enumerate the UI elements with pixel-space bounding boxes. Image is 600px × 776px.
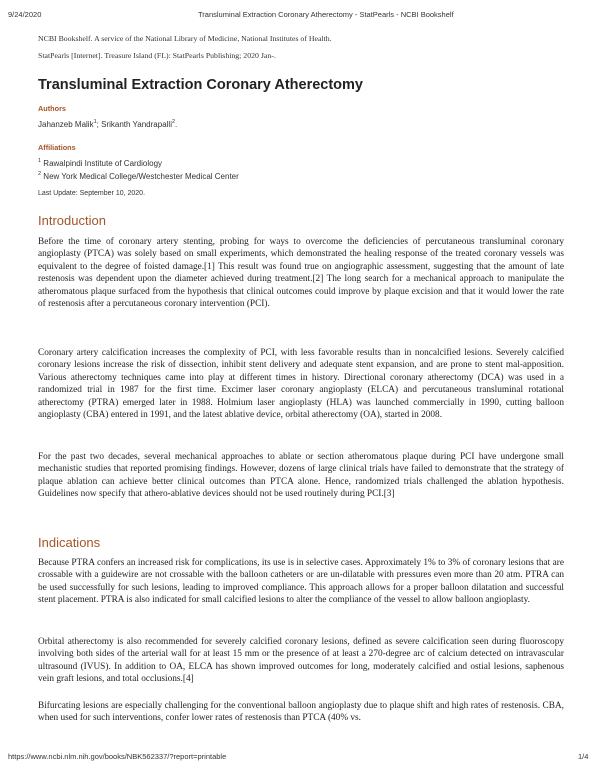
author-link[interactable]: Srikanth Yandrapalli bbox=[101, 120, 172, 129]
section-heading-introduction: Introduction bbox=[38, 213, 106, 228]
article-title: Transluminal Extraction Coronary Atherectomy bbox=[38, 77, 363, 93]
affiliation-item bbox=[38, 158, 162, 168]
paragraph: Bifurcating lesions are especially challenging for the conventional balloon angioplasty due to plaque shift and high rates of restenosis. CBA, when used for such interventions, confer lower rates of restenosis than PTCA (40% vs. bbox=[38, 701, 564, 724]
affiliation-text: Rawalpindi Institute of Cardiology bbox=[43, 159, 163, 168]
author-sup: 1 bbox=[93, 119, 97, 125]
print-title: Transluminal Extraction Coronary Atherectomy - StatPearls - NCBI Bookshelf bbox=[198, 10, 454, 19]
author-end: . bbox=[175, 120, 178, 129]
author-list bbox=[38, 119, 177, 129]
citation: StatPearls [Internet]. Treasure Island (FL): StatPearls Publishing; 2020 Jan-. bbox=[38, 51, 276, 60]
page-url: https://www.ncbi.nlm.nih.gov/books/NBK562337/?report=printable bbox=[8, 752, 227, 761]
affiliation-item bbox=[38, 171, 239, 181]
print-date: 9/24/2020 bbox=[8, 10, 42, 19]
author-separator: ; bbox=[96, 120, 102, 129]
paragraph: Orbital atherectomy is also recommended for severely calcified coronary lesions, defined as severe calcification seen during fluoroscopy involving both sides of the arterial wall for at least 15 mm or the presence of at least a 270-degree arc of calcium detected on intravascular ultrasound (IVUS). In addition to OA, ELCA has shown improved outcomes for long, moderately calcified and ostial lesions, saphenous vein graft lesions, and total occlusions.[4] bbox=[38, 637, 564, 685]
author-link[interactable]: Jahanzeb Malik bbox=[38, 120, 94, 129]
authors-label: Authors bbox=[38, 104, 66, 113]
affiliation-text: New York Medical College/Westchester Medical Center bbox=[43, 172, 239, 181]
paragraph: Before the time of coronary artery stenting, probing for ways to overcome the deficiencies of percutaneous transluminal coronary angioplasty (PTCA) was solely based on small experiments, which demonstrated the healing response of the treated coronary vessels was equivalent to the degree of foisted damage.[1] This result was found true on angiographic assessment, suggesting that the amount of late restenosis was dependent upon the diameter achieved during treatment.[2] The long search for a mechanical approach to manipulate the atheromatous plaque surfaced from the hypothesis that clinical outcomes could improve by plaque excision and that it would lower the rate of restenosis after a percutaneous coronary intervention (PCI). bbox=[38, 237, 564, 310]
bookshelf-note: NCBI Bookshelf. A service of the National Library of Medicine, National Institutes of Health. bbox=[38, 34, 332, 43]
paragraph: For the past two decades, several mechanical approaches to ablate or section atheromatous plaque during PCI have undergone small mechanistic studies that reported promising findings. However, dozens of large clinical trials have failed to demonstrate that the strategy of plaque ablation can achieve better clinical outcomes than PTCA alone. Hence, randomized trials challenged the ablation hypothesis. Guidelines now specify that athero-ablative devices should not be used routinely during PCI.[3] bbox=[38, 452, 564, 500]
author-sup: 2 bbox=[171, 119, 176, 125]
last-update: Last Update: September 10, 2020. bbox=[38, 190, 146, 197]
paragraph: Because PTRA confers an increased risk for complications, its use is in selective cases. Approximately 1% to 3% of coronary lesions that are crossable with a guidewire are not crossable with the balloon catheters or are un-dilatable with pressures even more than 20 atm. PTRA can be used successfully for such lesions, leading to improved compliance. This approach allows for a proper balloon dilatation and successful stent placement. PTRA is also indicated for small calcified lesions to alter the compliance of the vessel to allow balloon angioplasty. bbox=[38, 558, 564, 606]
affiliation-sup: 2 bbox=[38, 171, 42, 177]
paragraph: Coronary artery calcification increases the complexity of PCI, with less favorable results than in noncalcified lesions. Severely calcified coronary lesions increase the risk of dissection, inhibit stent delivery and adequate stent expansion, and are prone to stent mal-apposition. Various atherectomy techniques came into play at different times in history. Directional coronary atherectomy (DCA) was used in a randomized trial in 1987 for the first time. Excimer laser coronary angioplasty (ELCA) and percutaneous transluminal rotational atherectomy (PTRA) emerged later in 1988. Holmium laser angioplasty (HLA) was launched commercially in 1990, cutting balloon angioplasty (CBA) entered in 1991, and the latest ablative device, orbital atherectomy (OA), started in 2008. bbox=[38, 348, 564, 421]
section-heading-indications: Indications bbox=[38, 535, 101, 550]
affiliation-sup: 1 bbox=[38, 158, 42, 164]
affiliations-label: Affiliations bbox=[38, 143, 76, 152]
page-number: 1/4 bbox=[578, 752, 589, 761]
